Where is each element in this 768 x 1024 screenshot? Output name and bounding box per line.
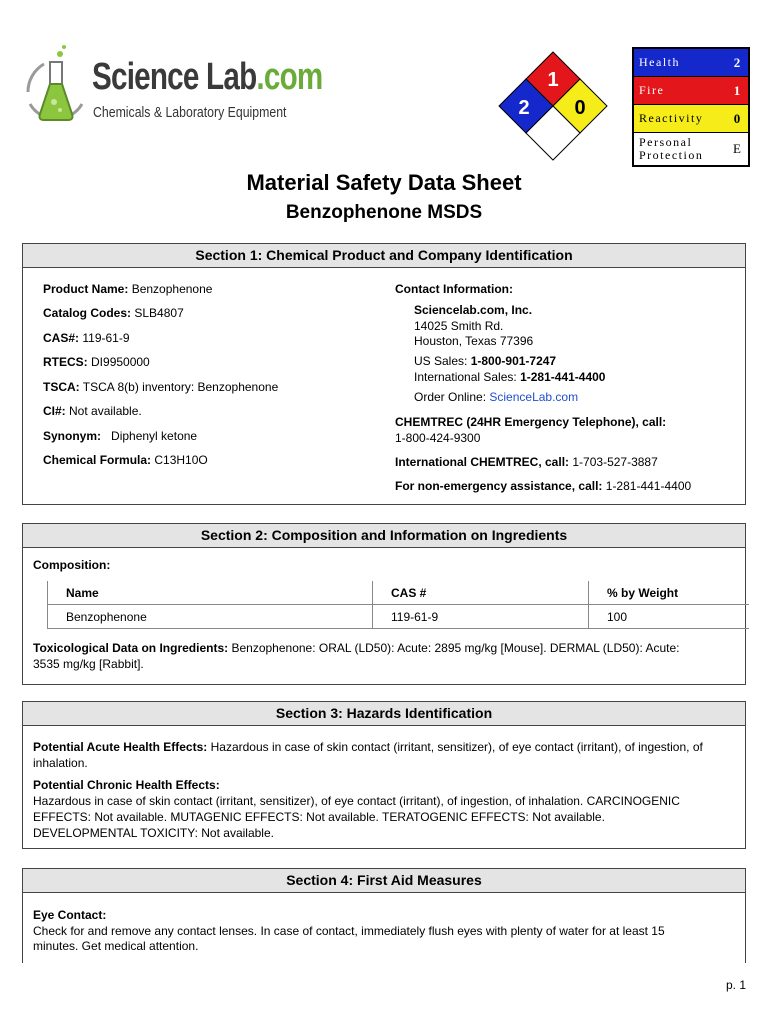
- logo-brand-text: Science Lab.com: [92, 56, 323, 98]
- nfpa-fire-value: 1: [547, 69, 559, 91]
- hmis-fire-row: [634, 77, 748, 105]
- hmis-reactivity-label: Reactivity: [639, 111, 704, 125]
- tox-data-line-1: Toxicological Data on Ingredients: Benzophenone: ORAL (LD50): Acute: 2895 mg/kg [Mouse]. DERMAL (LD50): Acute:: [33, 641, 680, 655]
- hmis-reactivity-row: [634, 105, 748, 133]
- tox-data-line-2: 3535 mg/kg [Rabbit].: [33, 657, 144, 671]
- table-header-name: Name: [48, 581, 373, 605]
- page-number: p. 1: [725, 978, 746, 992]
- chronic-effects-line-1: Hazardous in case of skin contact (irritant, sensitizer), of eye contact (irritant), of ingestion, of inhalation. CARCINOGENIC: [33, 794, 680, 808]
- eye-contact-label: Eye Contact:: [33, 908, 107, 922]
- chemtrec-number: 1-800-424-9300: [395, 431, 481, 445]
- chemical-formula-line: Chemical Formula: C13H10O: [43, 453, 208, 467]
- flask-icon: [20, 44, 92, 134]
- hmis-fire-label: Fire: [639, 83, 665, 97]
- product-name-line: Product Name: Benzophenone: [43, 282, 213, 296]
- hmis-ppe-label: Personal Protection: [639, 135, 704, 162]
- hmis-health-row: [634, 49, 748, 77]
- order-online-link[interactable]: ScienceLab.com: [489, 390, 579, 404]
- table-header-weight: % by Weight: [589, 581, 750, 605]
- section-2-header: Section 2: Composition and Information on Ingredients: [23, 524, 745, 548]
- non-emergency-line: For non-emergency assistance, call: 1-281-441-4400: [395, 479, 692, 493]
- chronic-effects-label: Potential Chronic Health Effects:: [33, 778, 220, 792]
- section-2: [22, 523, 746, 685]
- nfpa-reactivity-value: 0: [574, 97, 586, 119]
- us-sales-line: US Sales: 1-800-901-7247: [414, 354, 557, 368]
- table-cell-weight: 100: [589, 605, 750, 629]
- hmis-health-label: Health: [639, 55, 680, 69]
- address-line-2: Houston, Texas 77396: [414, 334, 534, 348]
- eye-contact-line-2: minutes. Get medical attention.: [33, 939, 199, 953]
- composition-label: Composition:: [33, 558, 111, 572]
- composition-table: [47, 581, 749, 629]
- hmis-reactivity-value: 0: [733, 110, 741, 126]
- section-3: [22, 701, 746, 849]
- cas-line: CAS#: 119-61-9: [43, 331, 130, 345]
- page-title: Material Safety Data Sheet: [246, 170, 522, 195]
- hmis-ppe-value: E: [733, 141, 741, 156]
- catalog-codes-line: Catalog Codes: SLB4807: [43, 306, 184, 320]
- intl-chemtrec-line: International CHEMTREC, call: 1-703-527-3887: [395, 455, 658, 469]
- sciencelab-logo: [20, 44, 323, 134]
- section-3-header: Section 3: Hazards Identification: [23, 702, 745, 726]
- company-name: Sciencelab.com, Inc.: [414, 303, 533, 317]
- table-header-row: [48, 581, 750, 605]
- tsca-line: TSCA: TSCA 8(b) inventory: Benzophenone: [43, 380, 279, 394]
- table-row: [48, 605, 750, 629]
- section-1-header: Section 1: Chemical Product and Company Identification: [23, 244, 745, 268]
- contact-info-label: Contact Information:: [395, 282, 513, 296]
- order-online-line: Order Online: ScienceLab.com: [414, 390, 579, 404]
- address-line-1: 14025 Smith Rd.: [414, 319, 504, 333]
- intl-sales-line: International Sales: 1-281-441-4400: [414, 370, 606, 384]
- table-cell-name: Benzophenone: [48, 605, 373, 629]
- chemtrec-label: CHEMTREC (24HR Emergency Telephone), call:: [395, 415, 667, 429]
- ci-line: CI#: Not available.: [43, 404, 142, 418]
- section-4: [22, 868, 746, 963]
- hmis-ppe-row: [634, 133, 748, 165]
- section-4-header: Section 4: First Aid Measures: [23, 869, 745, 893]
- chronic-effects-line-3: DEVELOPMENTAL TOXICITY: Not available.: [33, 826, 274, 840]
- hmis-fire-value: 1: [733, 82, 741, 98]
- acute-effects-line-2: inhalation.: [33, 756, 88, 770]
- logo-subtitle: Chemicals & Laboratory Equipment: [93, 104, 287, 121]
- rtecs-line: RTECS: DI9950000: [43, 355, 150, 369]
- nfpa-diamond: [498, 50, 608, 166]
- chronic-effects-line-2: EFFECTS: Not available. MUTAGENIC EFFECTS: Not available. TERATOGENIC EFFECTS: Not available.: [33, 810, 605, 824]
- table-cell-cas: 119-61-9: [373, 605, 589, 629]
- hmis-rating-table: [632, 47, 750, 167]
- acute-effects-line-1: Potential Acute Health Effects: Hazardous in case of skin contact (irritant, sensitizer), of eye contact (irritant), of ingestion, of: [33, 740, 703, 754]
- hmis-health-value: 2: [733, 54, 741, 70]
- table-header-cas: CAS #: [373, 581, 589, 605]
- nfpa-health-value: 2: [518, 97, 530, 119]
- synonym-line: Synonym: Diphenyl ketone: [43, 429, 198, 443]
- section-1: [22, 243, 746, 505]
- page-subtitle: Benzophenone MSDS: [285, 202, 483, 223]
- eye-contact-line-1: Check for and remove any contact lenses. In case of contact, immediately flush eyes with plenty of water for at least 15: [33, 924, 665, 938]
